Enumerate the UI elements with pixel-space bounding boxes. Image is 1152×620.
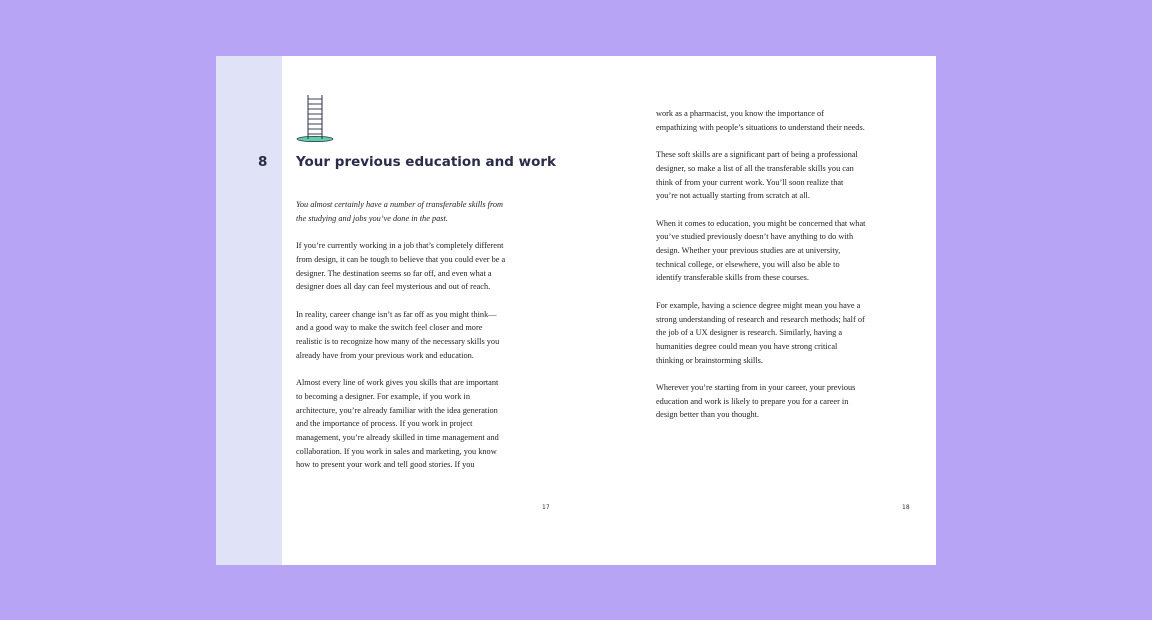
body-paragraph: When it comes to education, you might be concerned that what you’ve studied previously doesn’t have anything to do with design. Whether your previous studies are at university, technical college, or elsewhere, you will also be able to identify transferable skills from these courses. <box>656 218 866 283</box>
body-paragraph: work as a pharmacist, you know the importance of empathizing with people’s situations to understand their needs. <box>656 109 865 132</box>
body-paragraph: These soft skills are a significant part of being a professional designer, so make a list of all the transferable skills you can think of from your current work. You’ll soon realize that you’re not actually starting from scratch at all. <box>656 150 858 201</box>
body-paragraph: In reality, career change isn’t as far off as you might think—and a good way to make the switch feel closer and more realistic is to recognize how many of the necessary skills you already have from your previous work and education. <box>296 309 500 360</box>
body-paragraph: For example, having a science degree might mean you have a strong understanding of research and research methods; half of the job of a UX designer is research. Similarly, having a humanities degree could mean you have strong critical thinking or brainstorming skills. <box>656 300 865 365</box>
body-paragraph: Wherever you’re starting from in your career, your previous education and work is likely to prepare you for a career in design better than you thought. <box>656 383 856 420</box>
body-paragraph: If you’re currently working in a job that’s completely different from design, it can be tough to believe that you could ever be a designer. The destination seems so far off, and even what a designer does all day can feel mysterious and out of reach. <box>296 241 506 292</box>
left-page-column <box>296 198 506 486</box>
chapter-title: Your previous education and work <box>296 154 556 170</box>
chapter-number: 8 <box>258 154 268 170</box>
page-number-right: 18 <box>902 504 910 511</box>
body-paragraph: Almost every line of work gives you skills that are important to becoming a designer. For example, if you work in architecture, you’re already familiar with the idea generation and the importance of process. If you work in project management, you’re already skilled in time management and collaboration. If you work in sales and marketing, you know how to present your work and tell good stories. If you <box>296 378 499 470</box>
lead-paragraph: You almost certainly have a number of transferable skills from the studying and jobs you’ve done in the past. <box>296 200 504 223</box>
chapter-sidebar <box>216 56 282 565</box>
right-page-column <box>656 107 866 436</box>
page-number-left: 17 <box>542 504 550 511</box>
ladder-icon <box>296 94 336 144</box>
